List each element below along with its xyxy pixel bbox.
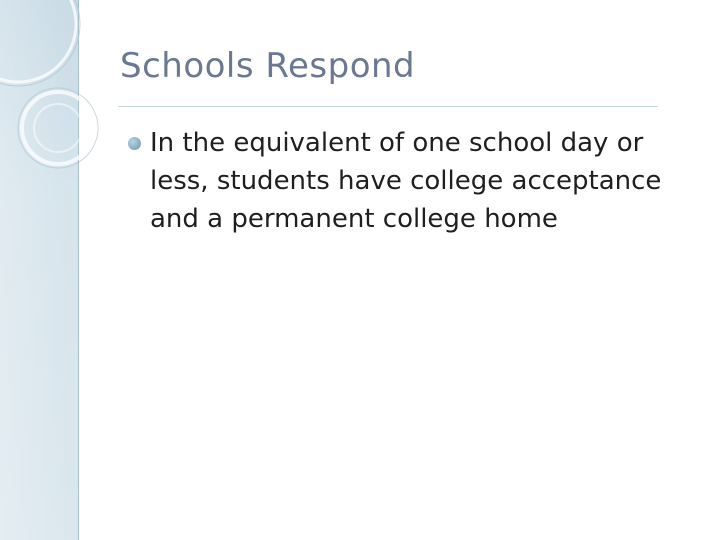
bullet-text: In the equivalent of one school day or less, students have college acceptance and a permanent college home xyxy=(150,128,662,234)
title-divider xyxy=(118,106,658,107)
decorative-circle-icon xyxy=(34,104,82,152)
slide-title: Schools Respond xyxy=(120,46,416,86)
bullet-item xyxy=(128,124,708,238)
decorative-circle-icon xyxy=(0,0,80,86)
bullet-list xyxy=(128,124,708,238)
decorative-circle-icon xyxy=(18,88,98,168)
decorative-circle-icon xyxy=(22,92,94,164)
decorative-circle-icon xyxy=(0,0,76,82)
bullet-dot-icon xyxy=(128,137,141,150)
